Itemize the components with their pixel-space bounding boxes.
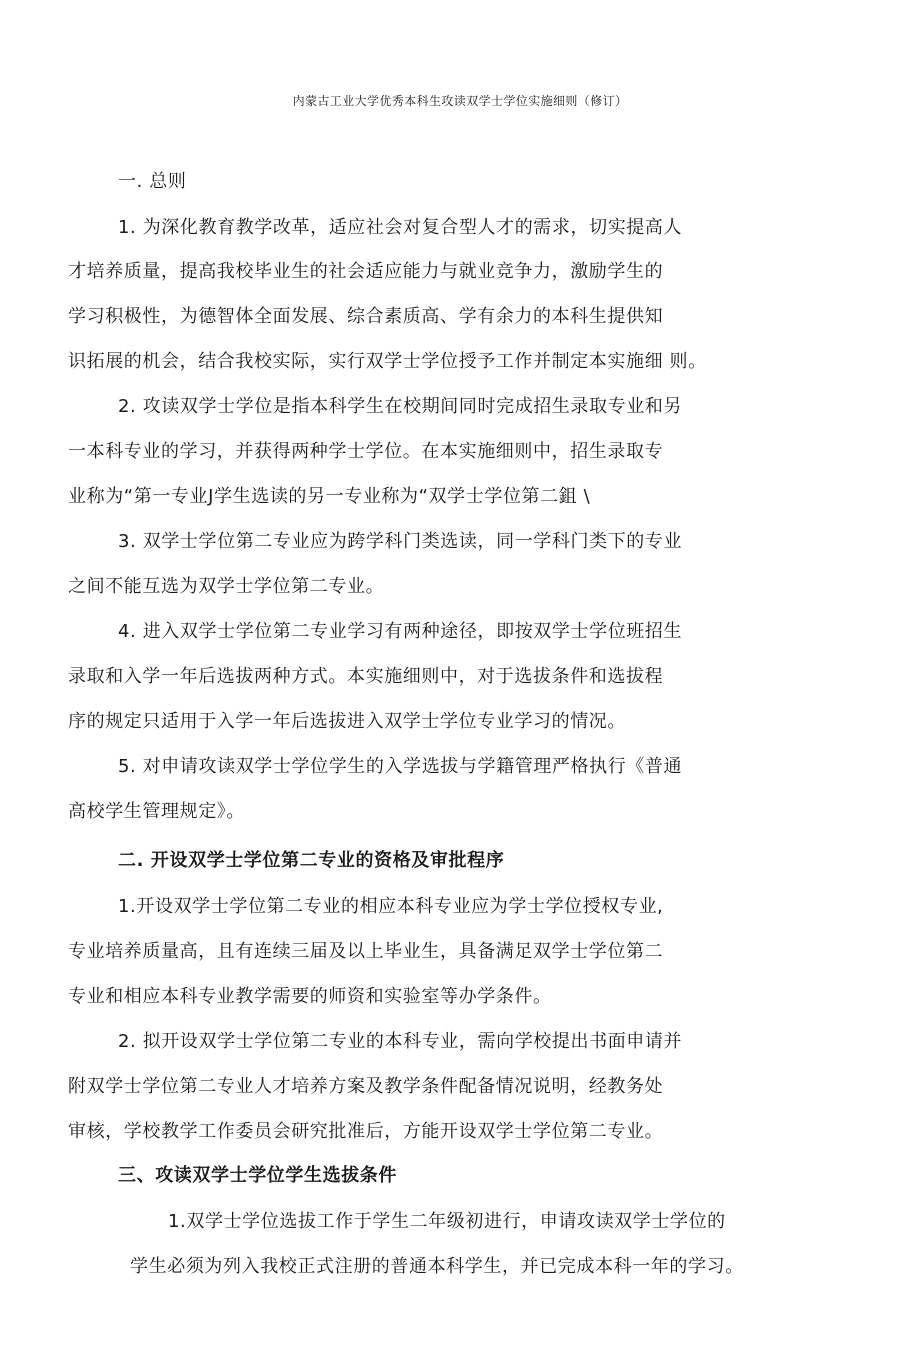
document-title: 内蒙古工业大学优秀本科生攻读双学士学位实施细则（修订）	[292, 94, 628, 108]
paragraph-line: 录取和入学一年后选拔两种方式。本实施细则中，对于选拔条件和选拔程	[68, 666, 664, 687]
paragraph-line: 序的规定只适用于入学一年后选拔进入双学士学位专业学习的情况。	[68, 711, 626, 732]
paragraph-line: 学习积极性，为德智体全面发展、综合素质高、学有余力的本科生提供知	[68, 306, 664, 327]
paragraph-line: 附双学士学位第二专业人才培养方案及教学条件配备情况说明，经教务处	[68, 1076, 664, 1097]
paragraph-line: 学生必须为列入我校正式注册的普通本科学生，并已完成本科一年的学习。	[130, 1256, 744, 1277]
paragraph-line: 1.开设双学士学位第二专业的相应本科专业应为学士学位授权专业,	[118, 896, 664, 917]
paragraph-line: 5. 对申请攻读双学士学位学生的入学选拔与学籍管理严格执行《普通	[118, 756, 683, 777]
section-heading-general: 一. 总则	[118, 171, 187, 192]
paragraph-line: 专业和相应本科专业教学需要的师资和实验室等办学条件。	[68, 986, 552, 1007]
paragraph-line: 一本科专业的学习，并获得两种学士学位。在本实施细则中，招生录取专	[68, 441, 664, 462]
paragraph-line: 业称为“第一专业J学生选读的另一专业称为“双学士学位第二鉏 \	[68, 486, 591, 507]
paragraph-line: 1.双学士学位选拔工作于学生二年级初进行，申请攻读双学士学位的	[168, 1211, 726, 1232]
paragraph-line: 4. 进入双学士学位第二专业学习有两种途径，即按双学士学位班招生	[118, 621, 683, 642]
paragraph-line: 2. 拟开设双学士学位第二专业的本科专业，需向学校提出书面申请并	[118, 1031, 683, 1052]
paragraph-line: 1. 为深化教育教学改革，适应社会对复合型人才的需求，切实提高人	[118, 217, 683, 238]
paragraph-line: 专业培养质量高，且有连续三届及以上毕业生，具备满足双学士学位第二	[68, 941, 664, 962]
paragraph-line: 3. 双学士学位第二专业应为跨学科门类选读，同一学科门类下的专业	[118, 531, 683, 552]
paragraph-line: 高校学生管理规定》。	[68, 801, 245, 822]
section-heading-selection: 三、攻读双学士学位学生选拔条件	[118, 1165, 397, 1186]
paragraph-line: 识拓展的机会，结合我校实际，实行双学士学位授予工作并制定本实施细 则。	[68, 351, 707, 372]
paragraph-line: 2. 攻读双学士学位是指本科学生在校期间同时完成招生录取专业和另	[118, 396, 683, 417]
paragraph-line: 才培养质量，提高我校毕业生的社会适应能力与就业竞争力，激励学生的	[68, 261, 664, 282]
section-heading-qualification: 二. 开设双学士学位第二专业的资格及审批程序	[118, 850, 505, 871]
paragraph-line: 审核，学校教学工作委员会研究批准后，方能开设双学士学位第二专业。	[68, 1121, 664, 1142]
paragraph-line: 之间不能互选为双学士学位第二专业。	[68, 576, 385, 597]
